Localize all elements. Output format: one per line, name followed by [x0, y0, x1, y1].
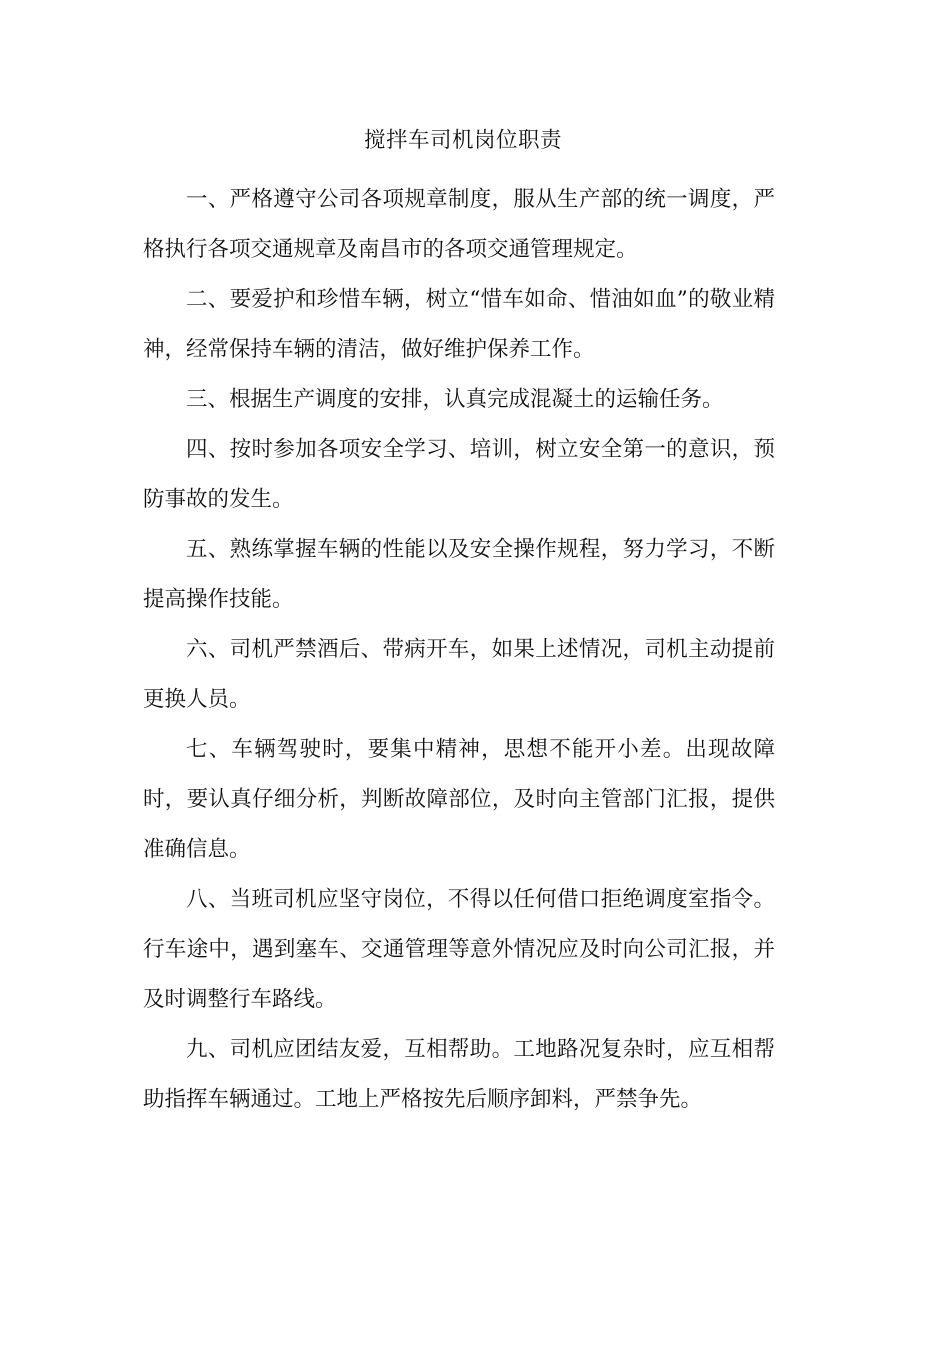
clause-3: 三、根据生产调度的安排，认真完成混凝土的运输任务。 [186, 387, 724, 412]
clause-5: 五、熟练掌握车辆的性能以及安全操作规程，努力学习，不断提高操作技能。 [143, 537, 775, 612]
document-title: 搅拌车司机岗位职责 [363, 128, 562, 153]
clause-9: 九、司机应团结友爱，互相帮助。工地路况复杂时，应互相帮助指挥车辆通过。工地上严格按先后顺序卸料，严禁争先。 [143, 1037, 775, 1112]
clause-7: 七、车辆驾驶时，要集中精神，思想不能开小差。出现故障时，要认真仔细分析，判断故障部位，及时向主管部门汇报，提供准确信息。 [143, 737, 775, 862]
clause-6: 六、司机严禁酒后、带病开车，如果上述情况，司机主动提前更换人员。 [143, 637, 775, 712]
clause-1: 一、严格遵守公司各项规章制度，服从生产部的统一调度，严格执行各项交通规章及南昌市的各项交通管理规定。 [143, 187, 775, 262]
clause-4: 四、按时参加各项安全学习、培训，树立安全第一的意识，预防事故的发生。 [143, 437, 775, 512]
clause-2: 二、要爱护和珍惜车辆，树立“惜车如命、惜油如血”的敬业精神，经常保持车辆的清洁，做好维护保养工作。 [143, 287, 775, 362]
clause-8: 八、当班司机应坚守岗位，不得以任何借口拒绝调度室指令。行车途中，遇到塞车、交通管理等意外情况应及时向公司汇报，并及时调整行车路线。 [143, 887, 775, 1012]
clause-list [143, 175, 775, 1125]
